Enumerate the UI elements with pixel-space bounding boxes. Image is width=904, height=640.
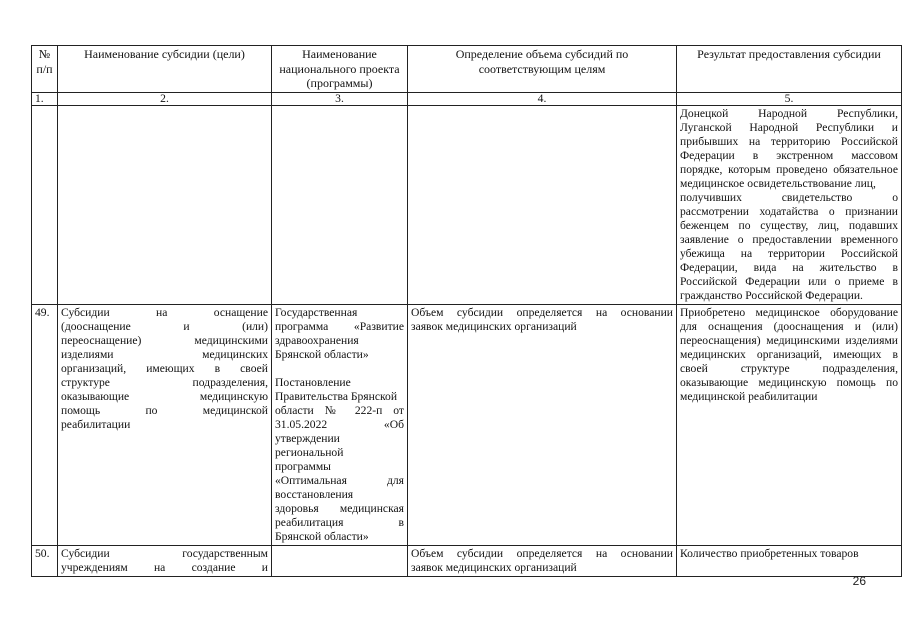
project-line: восстановления [275, 488, 354, 501]
result-text-line: получивших свидетельство о [680, 191, 898, 204]
result-text-line: рассмотрении ходатайства о признании [680, 205, 898, 218]
project-line: реабилитация в [275, 516, 404, 529]
project-line: Государственная [275, 306, 358, 319]
subsidy-name-line: оказывающие медицинскую [61, 390, 268, 403]
cell-empty [32, 106, 58, 305]
result-text-line: медицинское освидетельствование лиц, [680, 177, 876, 190]
column-number-row [32, 93, 902, 106]
subsidies-table [31, 45, 902, 577]
project-line: региональной [275, 446, 344, 459]
result-text-line: беженцем по существу, лиц, подавших [680, 219, 898, 232]
table-row [32, 106, 902, 305]
volume-line: заявок медицинских организаций [411, 561, 577, 574]
national-project-cell [272, 546, 408, 577]
cell-empty [272, 106, 408, 305]
project-line: Брянской области» [275, 530, 369, 543]
result-text-line: Количество приобретенных товаров [680, 547, 859, 560]
table-row [32, 305, 902, 546]
result-text-line: порядке, которым проведено обязательное [680, 163, 898, 176]
header-number: № п/п [32, 46, 58, 93]
cell-empty [408, 106, 677, 305]
result-text-line: переоснащения) медицинскими изделиями [680, 334, 898, 347]
cell-empty [58, 106, 272, 305]
volume-definition-cell [408, 546, 677, 577]
result-text-line: прибывших на территорию Российской [680, 135, 898, 148]
volume-line: Объем субсидии определяется на основании [411, 306, 673, 319]
table-row [32, 546, 902, 577]
subsidy-name-line: изделиями медицинских [61, 348, 268, 361]
project-line: 31.05.2022 «Об [275, 418, 404, 431]
header-result: Результат предоставления субсидии [677, 46, 902, 93]
row-number: 49. [32, 305, 58, 546]
result-text-line: Приобретено медицинское оборудование [680, 306, 898, 319]
project-line: программы [275, 460, 331, 473]
subsidy-name-cell [58, 546, 272, 577]
project-line: Брянской области» [275, 348, 369, 361]
page-number: 26 [852, 574, 866, 588]
project-line: «Оптимальная для [275, 474, 404, 487]
subsidy-name-cell [58, 305, 272, 546]
subsidy-name-line: помощь по медицинской [61, 404, 268, 417]
subsidy-name-line: Субсидии государственным [61, 547, 268, 560]
result-text-line: Донецкой Народной Республики, [680, 107, 898, 120]
volume-line: заявок медицинских организаций [411, 320, 577, 333]
project-line: Постановление [275, 376, 351, 389]
subsidy-name-line: организаций, имеющих в своей [61, 362, 268, 375]
column-number-5: 5. [677, 93, 902, 106]
project-line: программа «Развитие [275, 320, 404, 333]
national-project-cell [272, 305, 408, 546]
result-text-line: своей структуре подразделения, [680, 362, 898, 375]
result-text-line: гражданство Российской Федерации. [680, 289, 863, 302]
continuation-result-cell [677, 106, 902, 305]
column-number-4: 4. [408, 93, 677, 106]
volume-definition-cell [408, 305, 677, 546]
subsidy-name-line: (дооснащение и (или) [61, 320, 268, 333]
project-line: Правительства Брянской [275, 390, 398, 403]
result-text-line: медицинских организаций, имеющих в [680, 348, 898, 361]
project-line: утверждении [275, 432, 340, 445]
subsidy-name-line: учреждениям на создание и [61, 561, 268, 574]
result-text-line: оказывающие медицинскую помощь по [680, 376, 898, 389]
subsidy-name-line: Субсидии на оснащение [61, 306, 268, 319]
project-line: области № 222-п от [275, 404, 404, 417]
header-subsidy-name: Наименование субсидии (цели) [58, 46, 272, 93]
column-number-1: 1. [32, 93, 58, 106]
column-number-2: 2. [58, 93, 272, 106]
result-cell [677, 546, 902, 577]
column-number-3: 3. [272, 93, 408, 106]
volume-line: Объем субсидии определяется на основании [411, 547, 673, 560]
subsidy-name-line: реабилитации [61, 418, 131, 431]
result-text-line: Федерации, вида на жительство в [680, 261, 898, 274]
header-volume-definition: Определение объема субсидий по соответствующим целям [408, 46, 677, 93]
result-text-line: для оснащения (дооснащения и (или) [680, 320, 898, 333]
project-line: здоровья медицинская [275, 502, 404, 515]
paragraph-gap [275, 362, 404, 376]
project-line: здравоохранения [275, 334, 359, 347]
result-text-line: Федерации в экстренном массовом [680, 149, 898, 162]
result-text-line: заявление о предоставлении временного [680, 233, 898, 246]
subsidy-name-line: переоснащение) медицинскими [61, 334, 268, 347]
header-national-project: Наименование национального проекта (программы) [272, 46, 408, 93]
result-text-line: убежища на территории Российской [680, 247, 898, 260]
table-header-row [32, 46, 902, 93]
result-cell [677, 305, 902, 546]
result-text-line: Луганской Народной Республики и [680, 121, 898, 134]
subsidy-name-line: структуре подразделения, [61, 376, 268, 389]
result-text-line: Российской Федерации или о приеме в [680, 275, 898, 288]
row-number: 50. [32, 546, 58, 577]
result-text-line: медицинской реабилитации [680, 390, 818, 403]
